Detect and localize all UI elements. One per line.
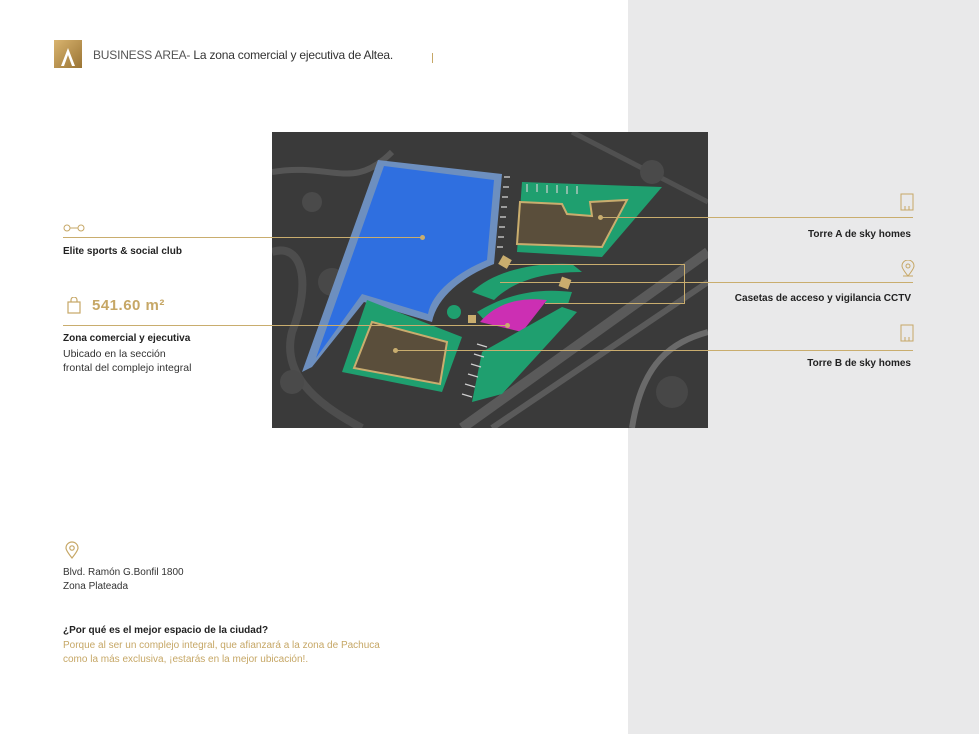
pin-icon <box>901 260 915 277</box>
torre-a-label: Torre A de sky homes <box>808 229 911 240</box>
address <box>63 566 184 594</box>
building-icon <box>900 193 914 211</box>
area-value: 541.60 m² <box>92 297 165 314</box>
address-line-2: Zona Plateada <box>63 581 129 592</box>
leader-club-dot <box>420 235 425 240</box>
building-icon <box>900 324 914 342</box>
club-label: Elite sports & social club <box>63 246 182 257</box>
zona-title: Zona comercial y ejecutiva <box>63 333 191 344</box>
zona-line-1: Ubicado en la sección <box>63 348 166 360</box>
leader-torre-b-dot <box>393 348 398 353</box>
leader-casetas-box-bottom <box>545 303 685 304</box>
header-mark <box>432 53 433 63</box>
leader-casetas-box-top <box>505 264 685 265</box>
aerial-site-map <box>272 132 708 428</box>
address-line-1: Blvd. Ramón G.Bonfil 1800 <box>63 567 184 578</box>
leader-zona-dot <box>505 323 510 328</box>
leader-torre-a <box>600 217 913 218</box>
connector-icon <box>63 224 85 232</box>
bag-icon <box>67 297 81 314</box>
page-title: BUSINESS AREA- La zona comercial y ejecutiva de Altea. <box>93 48 394 62</box>
casetas-label: Casetas de acceso y vigilancia CCTV <box>734 293 911 304</box>
site-plan-graphic <box>272 132 708 428</box>
location-pin-icon <box>65 541 79 559</box>
leader-casetas <box>500 282 913 283</box>
zona-line-2: frontal del complejo integral <box>63 362 192 374</box>
leader-torre-a-dot <box>598 215 603 220</box>
leader-casetas-box-right <box>684 264 685 304</box>
faq-answer <box>63 639 380 667</box>
faq-answer-line-1: Porque al ser un complejo integral, que afianzará a la zona de Pachuca <box>63 640 380 651</box>
faq-question: ¿Por qué es el mejor espacio de la ciudad? <box>63 625 269 636</box>
leader-club <box>63 237 423 238</box>
logo-a-icon <box>54 40 82 68</box>
leader-zona <box>63 325 508 326</box>
faq-answer-line-2: como la más exclusiva, ¡estarás en la mejor ubicación!. <box>63 654 309 665</box>
torre-b-label: Torre B de sky homes <box>807 358 911 369</box>
leader-torre-b <box>395 350 913 351</box>
